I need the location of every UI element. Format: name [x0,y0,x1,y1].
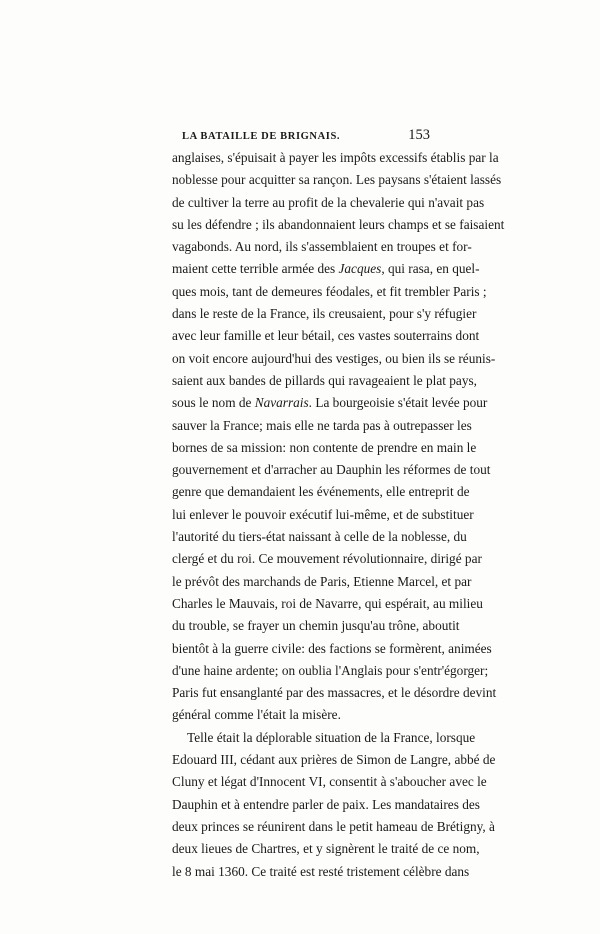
text-line: dans le reste de la France, ils creusaient, pour s'y réfugier [172,306,477,322]
text-line: on voit encore aujourd'hui des vestiges, ou bien ils se réunis- [172,350,496,366]
paragraph [172,727,496,883]
text-line: ques mois, tant de demeures féodales, et fit trembler Paris ; [172,283,487,299]
text-line: lui enlever le pouvoir exécutif lui-même, et de substituer [172,506,474,522]
text-line: Cluny et légat d'Innocent VI, consentit à s'aboucher avec le [172,774,487,790]
text-line: sous le nom de Navarrais. La bourgeoisie s'était levée pour [172,395,488,411]
text-line: le 8 mai 1360. Ce traité est resté tristement célèbre dans [172,863,470,879]
text-line: Edouard III, cédant aux prières de Simon de Langre, abbé de [172,752,496,768]
text-line: su les défendre ; ils abandonnaient leurs champs et se faisaient [172,216,505,232]
text-line: clergé et du roi. Ce mouvement révolutionnaire, dirigé par [172,551,482,567]
body-text [172,147,505,883]
text-line: vagabonds. Au nord, ils s'assemblaient en troupes et for- [172,239,472,255]
text-line: genre que demandaient les événements, elle entreprit de [172,484,470,500]
text-line: saient aux bandes de pillards qui ravageaient le plat pays, [172,372,477,388]
text-line: maient cette terrible armée des Jacques, qui rasa, en quel- [172,261,480,277]
text-line: sauver la France; mais elle ne tarda pas à outrepasser les [172,417,472,433]
paragraph [172,147,505,727]
text-line: d'une haine ardente; on oublia l'Anglais pour s'entr'égorger; [172,662,489,678]
text-line: avec leur famille et leur bétail, ces vastes souterrains dont [172,328,480,344]
text-line: Paris fut ensanglanté par des massacres, et le désordre devint [172,685,497,701]
text-line: général comme l'était la misère. [172,707,341,723]
text-line: de cultiver la terre au profit de la chevalerie qui n'avait pas [172,194,485,210]
text-line: l'autorité du tiers-état naissant à celle de la noblesse, du [172,529,467,545]
text-line: Charles le Mauvais, roi de Navarre, qui espérait, au milieu [172,595,483,611]
text-line: deux princes se réunirent dans le petit hameau de Brétigny, à [172,818,495,834]
text-line: bientôt à la guerre civile: des factions se formèrent, animées [172,640,492,656]
text-line: bornes de sa mission: non contente de prendre en main le [172,439,477,455]
text-line: anglaises, s'épuisait à payer les impôts excessifs établis par la [172,150,499,165]
text-line: Telle était la déplorable situation de la France, lorsque [187,729,476,745]
text-line: du trouble, se frayer un chemin jusqu'au trône, aboutit [172,618,460,634]
text-line: noblesse pour acquitter sa rançon. Les paysans s'étaient lassés [172,172,502,188]
page-header [182,127,430,144]
text-line: gouvernement et d'arracher au Dauphin les réformes de tout [172,462,491,478]
text-line: deux lieues de Chartres, et y signèrent le traité de ce nom, [172,841,480,857]
running-title: LA BATAILLE DE BRIGNAIS. [182,131,341,142]
page-number: 153 [408,127,430,143]
text-line: Dauphin et à entendre parler de paix. Les mandataires des [172,796,480,812]
text-line: le prévôt des marchands de Paris, Etienne Marcel, et par [172,573,472,589]
